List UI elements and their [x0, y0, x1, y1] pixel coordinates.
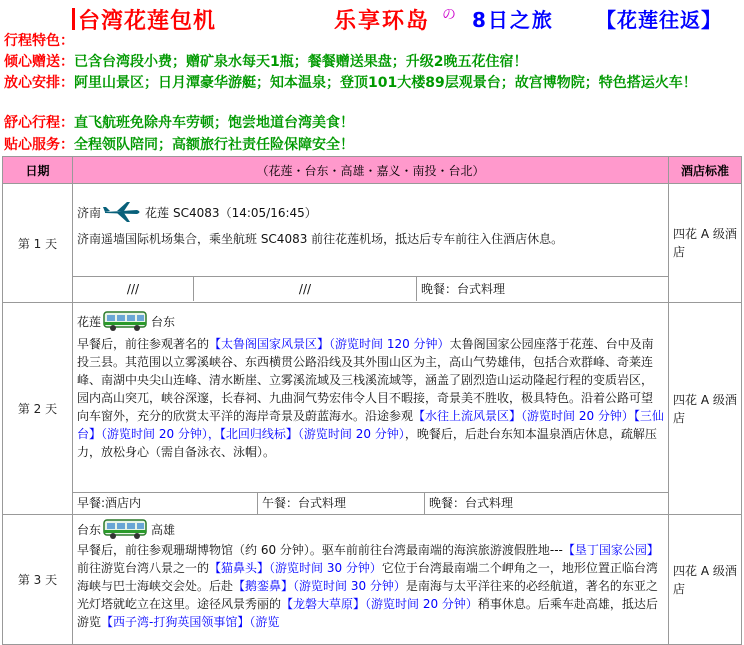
itinerary-table — [2, 156, 742, 645]
feature-label: 行程特色： — [4, 33, 74, 49]
route-from: 济南 — [77, 205, 102, 220]
day-description — [73, 541, 668, 643]
day-description — [73, 230, 668, 276]
day-content — [73, 184, 669, 303]
meals-row — [73, 492, 668, 514]
bus-icon — [103, 517, 149, 541]
day-label: 第 2 天 — [3, 303, 73, 515]
route-line — [73, 184, 668, 230]
title-no: の — [442, 7, 456, 23]
feature-label: 贴心服务： — [4, 137, 74, 153]
title-days: 8日之旅 — [472, 8, 554, 32]
desc-text: 前往游览台湾八景之一的 — [77, 561, 210, 575]
route-to: 台东 — [151, 314, 176, 329]
desc-highlight: 【西子湾-打狗英国领事馆】（游览 — [101, 615, 280, 629]
day-description — [73, 335, 668, 492]
day-label: 第 3 天 — [3, 515, 73, 645]
hotel-standard: 四花 A 级酒店 — [669, 303, 742, 515]
desc-highlight: 【水往上流风景区】（游览时间 20 分钟）【三仙台】（游览时间 20 分钟），【北回归线标】（游览时间 20 分钟） — [77, 409, 664, 441]
desc-text: 太鲁阁国家公园座落于花莲、台中及南投三县。其范围以立雾溪峡谷、东西横贯公路沿线及其外围山区为主，高山气势雄伟，包括合欢群峰、奇莱连峰、南湖中央尖山连峰、清水断崖、立雾溪流域及三栈溪流域等，涵盖了剧烈造山运动隆起行程的变质岩区，园内高山突兀，峡谷深邃，长春祠、九曲洞气势宏伟令人目不暇接，奇景美不胜收，极具特色。沿着公路可望向车窗外，充分的欣赏太平洋的海岸奇景及蔚蓝海水。沿途参观 — [77, 337, 654, 423]
meal-dinner: 晚餐：台式料理 — [416, 277, 668, 301]
meal-breakfast: 早餐:酒店内 — [77, 496, 142, 510]
table-row-day2 — [3, 303, 742, 515]
feature-value: 直飞航班免除舟车劳顿；饱尝地道台湾美食！ — [74, 115, 354, 131]
flight-info: SC4083（14:05/16:45） — [173, 205, 317, 220]
desc-highlight: 【鹅銮鼻】（游览时间 30 分钟） — [233, 579, 406, 593]
feature-label: 舒心行程： — [4, 115, 74, 131]
hotel-standard: 四花 A 级酒店 — [669, 184, 742, 303]
feature-row — [4, 53, 740, 74]
meal-lunch: /// — [193, 277, 416, 301]
day-content — [73, 515, 669, 645]
col-header-route: （花莲・台东・高雄・嘉义・南投・台北） — [73, 157, 669, 184]
meal-breakfast: /// — [126, 282, 140, 296]
desc-text: 早餐后，前往参观著名的 — [77, 337, 210, 351]
feature-row — [4, 74, 740, 114]
table-header-row — [3, 157, 742, 184]
feature-row — [4, 114, 740, 136]
col-header-hotel: 酒店标准 — [669, 157, 742, 184]
desc-text: ，晚餐后，后赴台东知本温泉酒店休息，疏解压力，放松身心（需自备泳衣、泳帽）。 — [77, 427, 657, 459]
title-bar-mark — [72, 8, 75, 30]
col-header-date: 日期 — [3, 157, 73, 184]
desc-text: 是南海与太平洋往来的必经航道，著名的东亚之光灯塔就屹立在这里。途径风景秀丽的 — [77, 579, 658, 611]
plane-icon — [103, 201, 143, 223]
desc-text: 它位于台湾最南端二个岬角之一，地形位置正临台湾海峡与巴士海峡交会处。后赴 — [77, 561, 658, 593]
table-row-day3 — [3, 515, 742, 645]
title-sub: 乐享环岛 — [334, 9, 431, 34]
route-line — [73, 303, 668, 335]
features-list — [4, 32, 740, 158]
feature-label: 放心安排： — [4, 75, 74, 91]
feature-row — [4, 32, 740, 53]
meals-row — [73, 276, 668, 301]
desc-text: 早餐后，前往参观珊瑚博物馆（约 60 分钟）。驱车前前往台湾最南端的海滨旅游渡假胜地--- — [77, 543, 563, 557]
desc-highlight: 【猫鼻头】（游览时间 30 分钟） — [209, 561, 382, 575]
hotel-standard: 四花 A 级酒店 — [669, 515, 742, 645]
desc-highlight: 【龙磐大草原】（游览时间 20 分钟） — [281, 597, 478, 611]
feature-value: 全程领队陪同；高额旅行社责任险保障安全！ — [74, 137, 354, 153]
day-label: 第 1 天 — [3, 184, 73, 303]
feature-label: 倾心赠送： — [4, 54, 74, 70]
bus-icon — [103, 309, 149, 333]
table-row-day1 — [3, 184, 742, 303]
meal-lunch: 午餐：台式料理 — [257, 493, 424, 514]
feature-value: 已含台湾段小费；赠矿泉水每天1瓶；餐餐赠送果盘；升级2晚五花住宿！ — [74, 54, 528, 70]
desc-text: 稍事休息。后乘车赴高雄，抵达后游览 — [77, 597, 658, 629]
feature-row — [4, 136, 740, 158]
desc-text: 济南遥墙国际机场集合，乘坐航班 SC4083 前往花莲机场，抵达后专车前往入住酒店休息。 — [77, 232, 564, 246]
title-main: 台湾花莲包机 — [78, 9, 217, 34]
route-line — [73, 515, 668, 541]
desc-highlight: 【太鲁阁国家风景区】（游览时间 120 分钟） — [209, 337, 450, 351]
route-from: 花莲 — [77, 314, 102, 329]
route-from: 台东 — [77, 522, 102, 537]
route-to: 花莲 — [145, 205, 170, 220]
route-to: 高雄 — [151, 522, 176, 537]
feature-value: 阿里山景区；日月潭豪华游艇；知本温泉；登顶101大楼89层观景台；故宫博物院；特色搭运火车！ — [74, 75, 697, 91]
day-content — [73, 303, 669, 515]
page-header — [72, 2, 744, 32]
meal-dinner: 晚餐：台式料理 — [424, 493, 668, 514]
title-route: 【花莲往返】 — [596, 8, 722, 32]
desc-highlight: 【垦丁国家公园】 — [562, 543, 659, 557]
